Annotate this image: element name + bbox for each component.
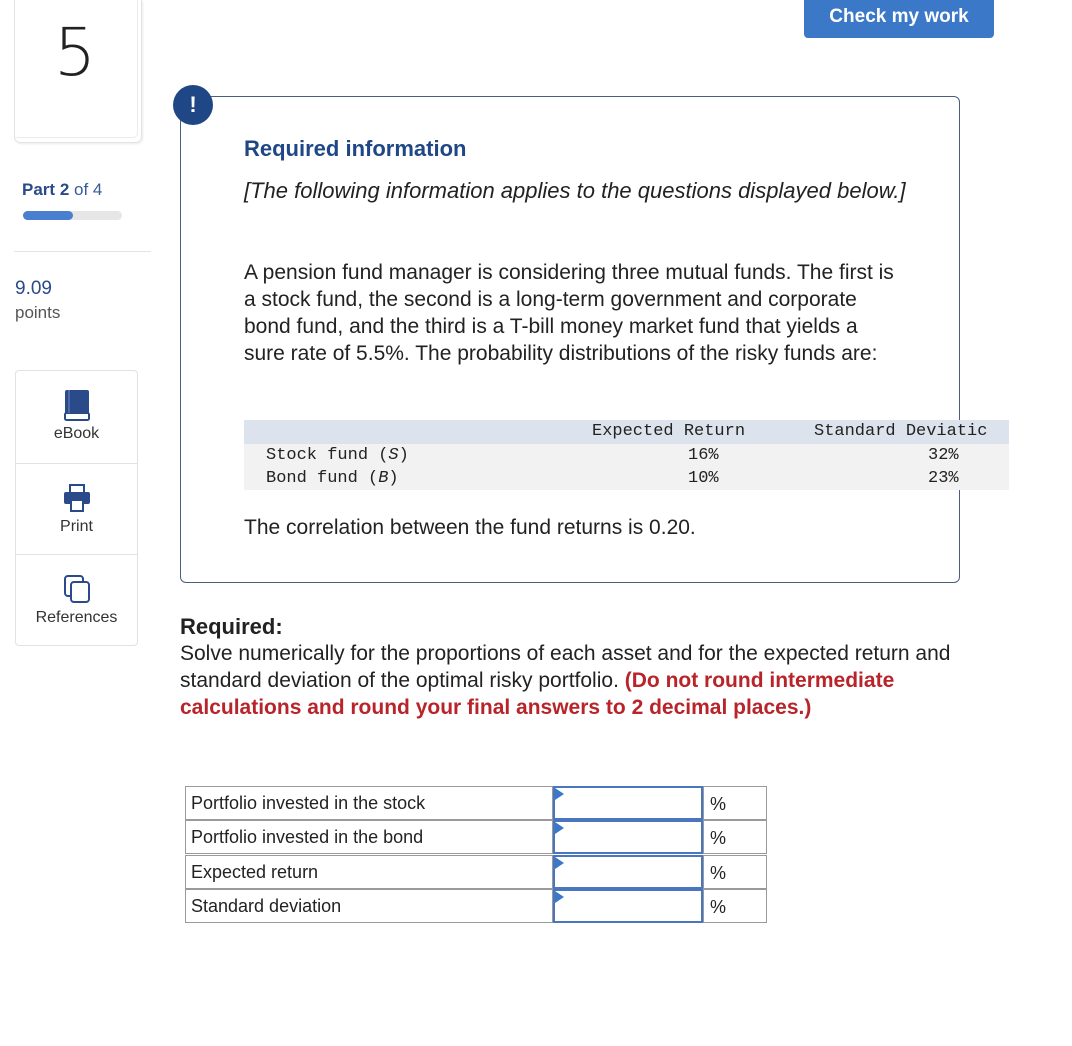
unit-label: % — [703, 855, 767, 889]
part-progress-bar — [23, 211, 122, 220]
answer-label: Standard deviation — [185, 889, 553, 923]
references-icon — [62, 573, 92, 605]
standard-deviation-value: 32% — [928, 446, 959, 465]
question-number: 5 — [54, 14, 96, 91]
problem-paragraph: A pension fund manager is considering three mutual funds. The first is a stock fund, the second is a long-term government and corporate bond fund, and the third is a T-bill money market fund that yields a sure rate of 5.5%. The probability distributions of the risky funds are: — [244, 261, 894, 365]
answer-row-bond — [185, 820, 767, 854]
required-heading: Required: — [180, 614, 283, 639]
print-button[interactable] — [16, 463, 137, 555]
fund-name — [266, 446, 409, 465]
header-standard-deviation: Standard Deviatic — [814, 422, 988, 441]
table-row — [244, 444, 1009, 467]
fund-name-close: ) — [398, 446, 409, 465]
input-flag-icon — [555, 891, 564, 903]
fund-name — [266, 469, 399, 488]
references-button[interactable] — [16, 554, 137, 646]
expected-return-value: 16% — [688, 446, 719, 465]
unit-label: % — [703, 786, 767, 820]
input-flag-icon — [555, 822, 564, 834]
required-information-title: Required information — [244, 136, 467, 161]
unit-label: % — [703, 889, 767, 923]
references-label: References — [35, 609, 118, 626]
information-note: [The following information applies to the questions displayed below.] — [244, 178, 906, 203]
standard-deviation-value: 23% — [928, 469, 959, 488]
table-row — [244, 467, 1009, 490]
correlation-statement: The correlation between the fund returns is 0.20. — [244, 516, 696, 539]
fund-name-text: Bond fund ( — [266, 469, 379, 488]
part-of: of 4 — [74, 180, 103, 199]
fund-name-close: ) — [388, 469, 399, 488]
fund-symbol: S — [388, 446, 399, 465]
answer-label: Expected return — [185, 855, 553, 889]
printer-icon — [62, 482, 92, 514]
part-current: 2 — [59, 180, 70, 199]
alert-icon: ! — [173, 85, 213, 125]
stock-proportion-input[interactable] — [553, 786, 703, 820]
expected-return-value: 10% — [688, 469, 719, 488]
fund-name-text: Stock fund ( — [266, 446, 389, 465]
book-icon — [62, 389, 92, 421]
ebook-button[interactable] — [16, 371, 137, 462]
part-word: Part — [22, 180, 56, 199]
divider — [14, 251, 151, 252]
part-progress-fill — [23, 211, 73, 220]
bond-proportion-input[interactable] — [553, 820, 703, 854]
standard-deviation-input[interactable] — [553, 889, 703, 923]
question-number-card — [14, 0, 142, 143]
required-instructions: Solve numerically for the proportions of each asset and for the expected return and standard deviation of the optimal risky portfolio. — [180, 642, 951, 692]
part-indicator — [22, 180, 102, 200]
answer-row-expected-return — [185, 855, 767, 889]
points-label: points — [15, 303, 61, 322]
fund-symbol: B — [378, 469, 389, 488]
fund-table-header — [244, 420, 1009, 444]
header-expected-return: Expected Return — [592, 422, 746, 441]
expected-return-input[interactable] — [553, 855, 703, 889]
answer-label: Portfolio invested in the stock — [185, 786, 553, 820]
answer-row-standard-deviation — [185, 889, 767, 923]
tools-panel — [15, 370, 138, 646]
answer-label: Portfolio invested in the bond — [185, 820, 553, 854]
unit-label: % — [703, 820, 767, 854]
rounding-instructions: (Do not round intermediate calculations and round your final answers to 2 decimal places.) — [180, 669, 895, 719]
input-flag-icon — [555, 857, 564, 869]
check-my-work-button[interactable]: Check my work — [804, 0, 994, 38]
answer-row-stock — [185, 786, 767, 820]
required-text — [180, 640, 970, 721]
print-label: Print — [60, 518, 93, 535]
points-value: 9.09 — [15, 278, 52, 299]
ebook-label: eBook — [53, 425, 100, 442]
input-flag-icon — [555, 788, 564, 800]
